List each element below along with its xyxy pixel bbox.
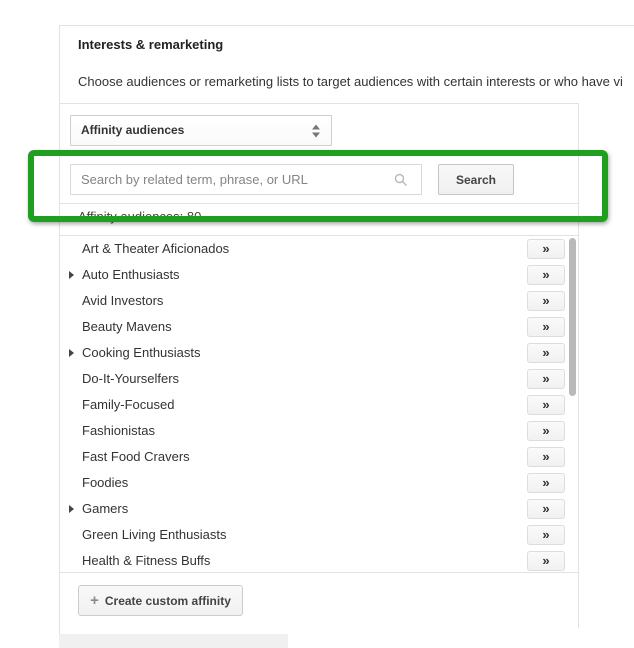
audience-label: Green Living Enthusiasts	[82, 527, 227, 542]
audience-count-header: Affinity audiences: 80	[78, 209, 202, 224]
add-audience-button[interactable]: »	[527, 421, 565, 441]
create-custom-affinity-button[interactable]	[78, 585, 243, 616]
add-audience-button[interactable]: »	[527, 395, 565, 415]
plus-icon: +	[90, 592, 99, 609]
add-audience-button[interactable]: »	[527, 473, 565, 493]
search-divider	[60, 203, 578, 204]
audience-label: Foodies	[82, 475, 129, 490]
audience-label: Beauty Mavens	[82, 319, 172, 334]
panel-description: Choose audiences or remarketing lists to target audiences with certain interests or who have vi	[78, 74, 623, 89]
audience-label: Fashionistas	[82, 423, 155, 438]
audience-label: Avid Investors	[82, 293, 164, 308]
add-audience-button[interactable]: »	[527, 525, 565, 545]
audience-label: Art & Theater Aficionados	[82, 241, 230, 256]
next-section-strip	[59, 634, 288, 648]
list-scrollbar-thumb[interactable]	[569, 238, 576, 396]
audience-row[interactable]	[60, 548, 578, 574]
column-divider	[578, 103, 579, 628]
add-audience-button[interactable]: »	[527, 317, 565, 337]
header-divider	[60, 103, 578, 104]
audience-row[interactable]	[60, 522, 578, 548]
add-audience-button[interactable]: »	[527, 291, 565, 311]
audience-label: Fast Food Cravers	[82, 449, 190, 464]
audience-label: Health & Fitness Buffs	[82, 553, 211, 568]
add-audience-button[interactable]: »	[527, 499, 565, 519]
expand-arrow-icon[interactable]	[69, 349, 74, 357]
audience-label: Gamers	[82, 501, 129, 516]
audience-label: Auto Enthusiasts	[82, 267, 180, 282]
audience-row[interactable]	[60, 496, 578, 522]
add-audience-button[interactable]: »	[527, 239, 565, 259]
updown-arrows-icon	[312, 124, 320, 137]
audience-label: Do-It-Yourselfers	[82, 371, 180, 386]
search-button[interactable]: Search	[438, 164, 514, 195]
search-input[interactable]	[70, 164, 422, 195]
audience-label: Cooking Enthusiasts	[82, 345, 201, 360]
add-audience-button[interactable]: »	[527, 265, 565, 285]
audience-row[interactable]	[60, 392, 578, 418]
audience-list	[60, 236, 578, 574]
audience-type-dropdown[interactable]	[70, 115, 332, 146]
expand-arrow-icon[interactable]	[69, 505, 74, 513]
audience-type-selected-value: Affinity audiences	[81, 123, 185, 137]
audience-row[interactable]	[60, 418, 578, 444]
audience-row[interactable]	[60, 444, 578, 470]
add-audience-button[interactable]: »	[527, 369, 565, 389]
expand-arrow-icon[interactable]	[69, 271, 74, 279]
audience-row[interactable]	[60, 340, 578, 366]
add-audience-button[interactable]: »	[527, 551, 565, 571]
audience-row[interactable]	[60, 288, 578, 314]
create-custom-affinity-label: Create custom affinity	[104, 593, 231, 608]
search-icon	[394, 173, 408, 187]
audience-row[interactable]	[60, 236, 578, 262]
audience-row[interactable]	[60, 262, 578, 288]
panel-top-border	[60, 25, 634, 26]
audience-row[interactable]	[60, 314, 578, 340]
audience-row[interactable]	[60, 470, 578, 496]
add-audience-button[interactable]: »	[527, 343, 565, 363]
audience-row[interactable]	[60, 366, 578, 392]
add-audience-button[interactable]: »	[527, 447, 565, 467]
audience-label: Family-Focused	[82, 397, 175, 412]
panel-title: Interests & remarketing	[78, 37, 224, 52]
